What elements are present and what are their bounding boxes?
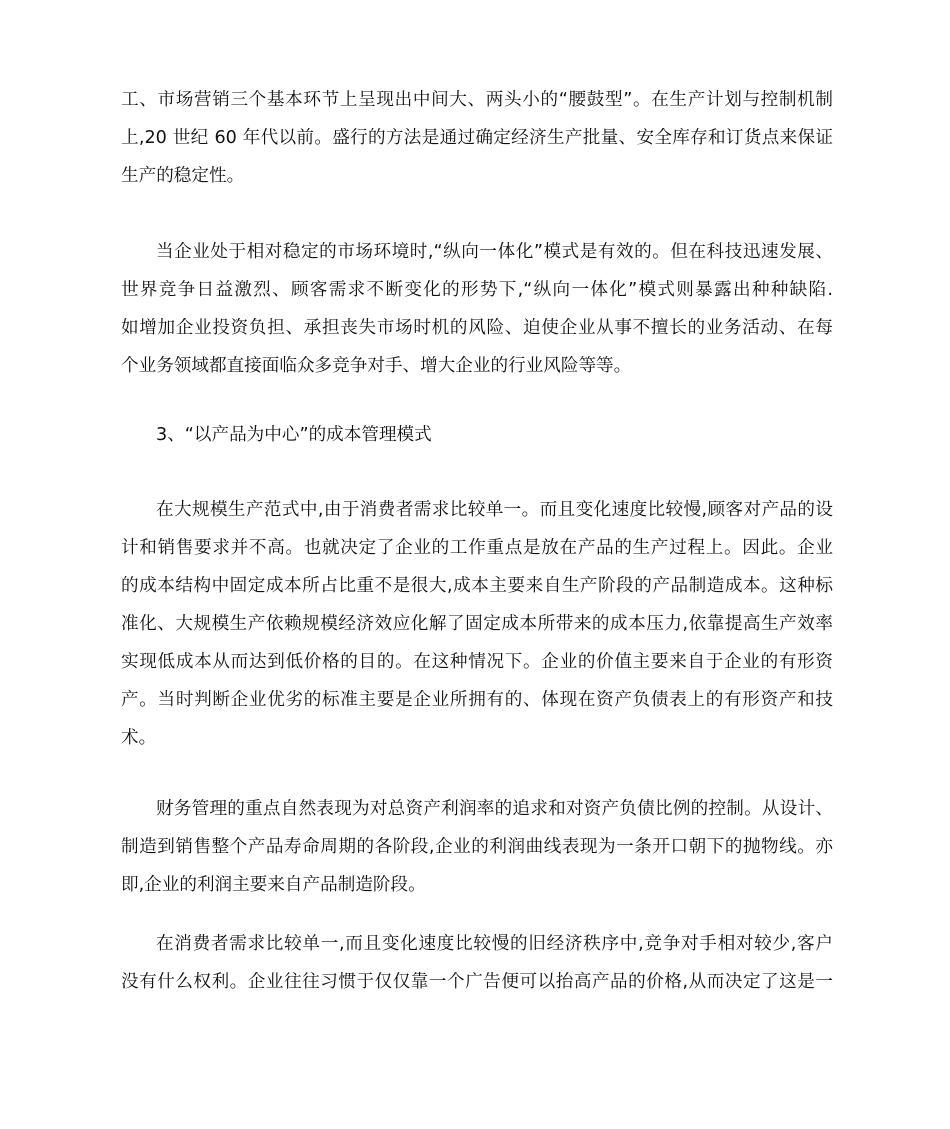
paragraph-line: 术。	[121, 728, 157, 748]
section-heading	[121, 416, 833, 454]
paragraph-line: 世界竞争日益激烈、顾客需求不断变化的形势下,“纵向一体化”模式则暴露出种种缺陷.	[121, 280, 833, 300]
paragraph-line: 在消费者需求比较单一,而且变化速度比较慢的旧经济秩序中,竞争对手相对较少,客户	[156, 934, 833, 954]
paragraph-2	[121, 233, 833, 385]
section-heading-text: 3、“以产品为中心”的成本管理模式	[156, 425, 432, 445]
paragraph-line: 当企业处于相对稳定的市场环境时,“纵向一体化”模式是有效的。但在科技迅速发展、	[156, 242, 833, 262]
paragraph-4	[121, 491, 833, 757]
paragraph-line: 如增加企业投资负担、承担丧失市场时机的风险、迫使企业从事不擅长的业务活动、在每	[121, 318, 833, 338]
paragraph-line: 实现低成本从而达到低价格的目的。在这种情况下。企业的价值主要来自于企业的有形资	[121, 652, 833, 672]
paragraph-line: 的成本结构中固定成本所占比重不是很大,成本主要来自生产阶段的产品制造成本。这种标	[121, 576, 833, 596]
paragraph-line: 即,企业的利润主要来自产品制造阶段。	[121, 875, 426, 895]
paragraph-line: 生产的稳定性。	[121, 166, 245, 186]
paragraph-1	[121, 81, 833, 195]
paragraph-line: 计和销售要求并不高。也就决定了企业的工作重点是放在产品的生产过程上。因此。企业	[121, 538, 833, 558]
paragraph-line: 上,20 世纪 60 年代以前。盛行的方法是通过确定经济生产批量、安全库存和订货点来保证	[121, 128, 833, 148]
paragraph-6	[121, 925, 833, 1001]
paragraph-line: 制造到销售整个产品寿命周期的各阶段,企业的利润曲线表现为一条开口朝下的抛物线。亦	[121, 837, 833, 857]
paragraph-line: 工、市场营销三个基本环节上呈现出中间大、两头小的“腰鼓型”。在生产计划与控制机制	[121, 90, 833, 110]
paragraph-line: 产。当时判断企业优劣的标准主要是企业所拥有的、体现在资产负债表上的有形资产和技	[121, 690, 833, 710]
paragraph-line: 在大规模生产范式中,由于消费者需求比较单一。而且变化速度比较慢,顾客对产品的设	[156, 500, 833, 520]
paragraph-line: 没有什么权利。企业往往习惯于仅仅靠一个广告便可以抬高产品的价格,从而决定了这是一	[121, 972, 833, 992]
paragraph-line: 准化、大规模生产依赖规模经济效应化解了固定成本所带来的成本压力,依靠提高生产效率	[121, 614, 833, 634]
paragraph-5	[121, 790, 833, 904]
paragraph-line: 财务管理的重点自然表现为对总资产利润率的追求和对资产负债比例的控制。从设计、	[156, 799, 833, 819]
paragraph-line: 个业务领域都直接面临众多竞争对手、增大企业的行业风险等等。	[121, 356, 632, 376]
